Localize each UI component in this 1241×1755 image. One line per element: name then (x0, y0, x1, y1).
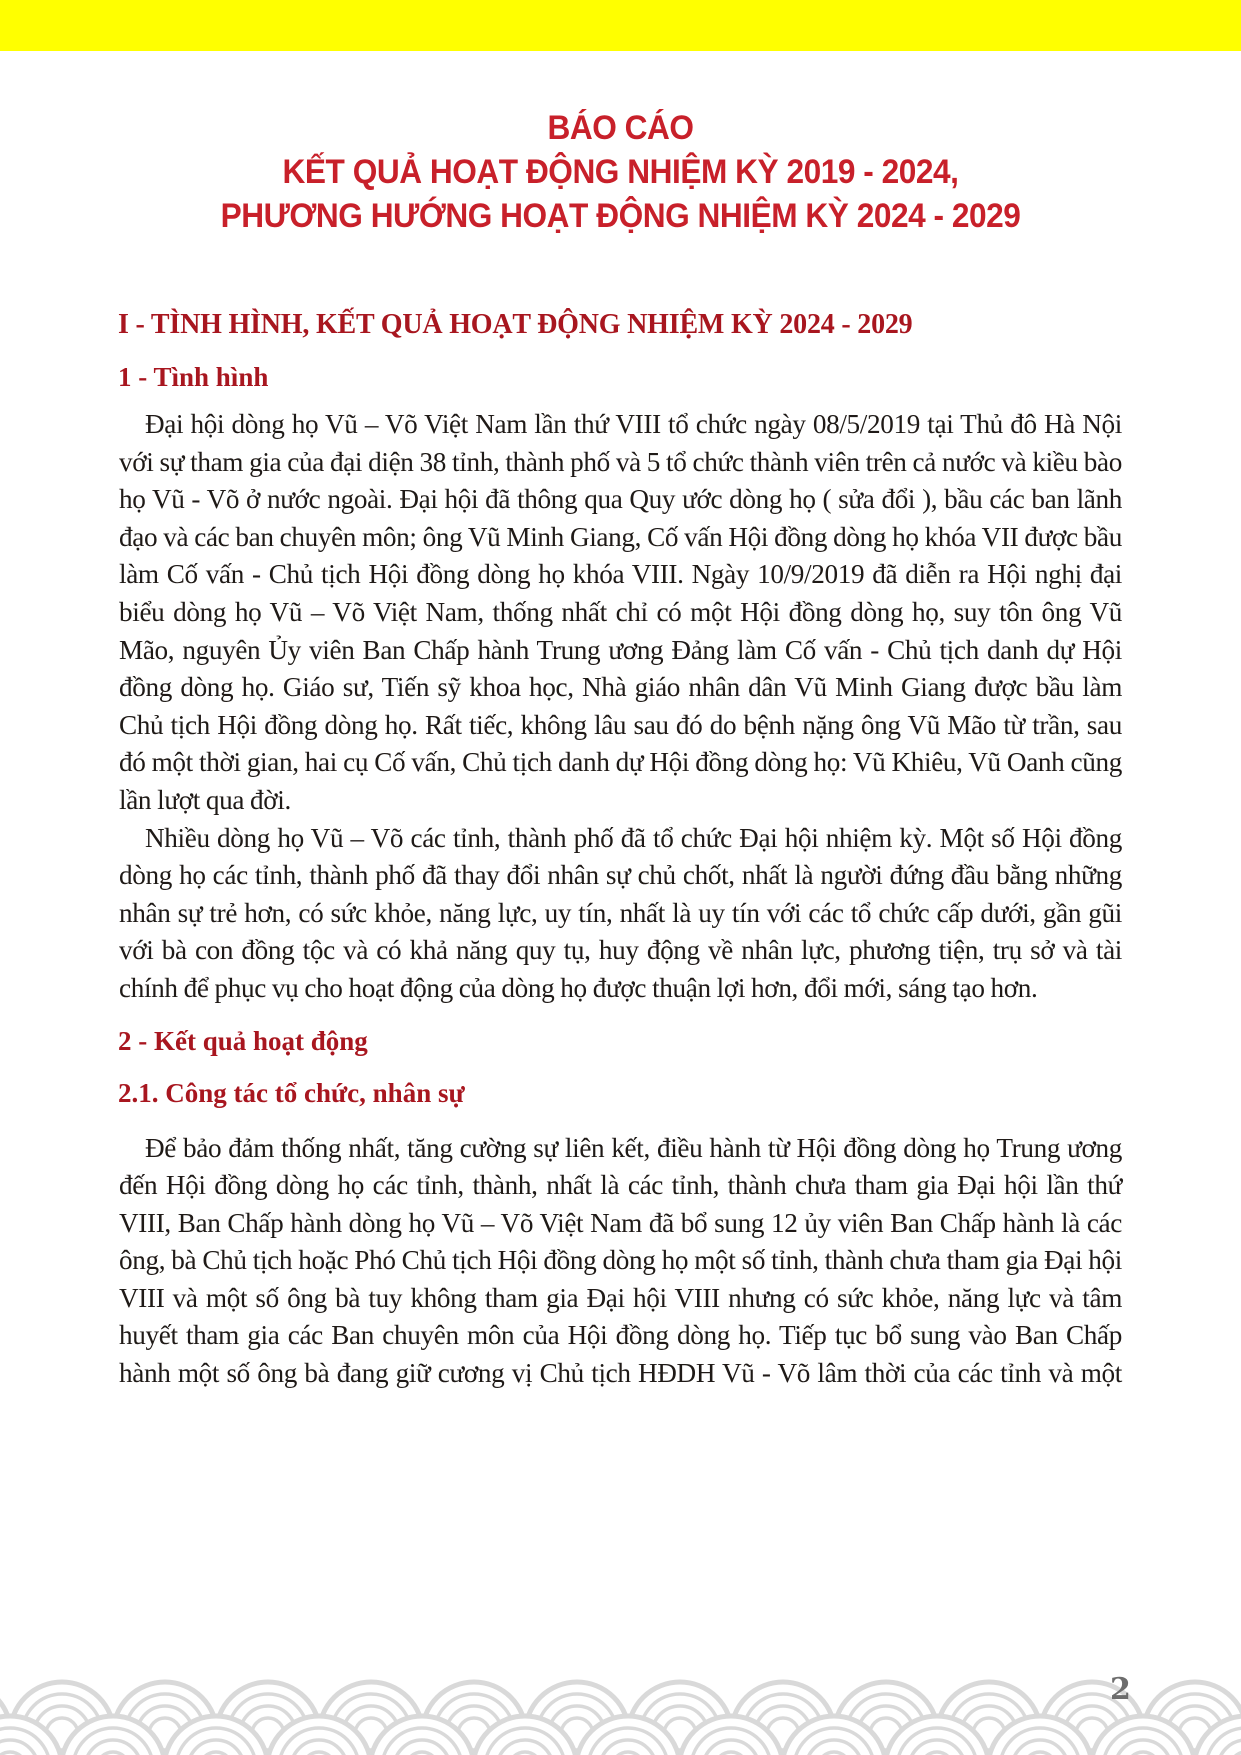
subsection-heading-2-1: 2.1. Công tác tổ chức, nhân sự (118, 1077, 465, 1108)
title-line-1: BÁO CÁO (547, 109, 694, 147)
page-number: 2 (1110, 1672, 1131, 1707)
title-line-2: KẾT QUẢ HOẠT ĐỘNG NHIỆM KỲ 2019 - 2024, (282, 153, 959, 191)
subsection-heading-2: 2 - Kết quả hoạt động (118, 1025, 368, 1056)
paragraph: Nhiều dòng họ Vũ – Võ các tỉnh, thành phố đã tổ chức Đại hội nhiệm kỳ. Một số Hội đồng dòng họ các tỉnh, thành phố đã thay đổi nhân sự chủ chốt, nhất là người đứng đầu bằng những nhân sự trẻ hơn, có sức khỏe, năng lực, uy tín, nhất là uy tín với các tổ chức cấp dưới, gần gũi với bà con đồng tộc và có khả năng quy tụ, huy động về nhân lực, phương tiện, trụ sở và tài chính để phục vụ cho hoạt động của dòng họ được thuận lợi hơn, đổi mới, sáng tạo hơn. (119, 822, 1122, 1003)
paragraph: Để bảo đảm thống nhất, tăng cường sự liên kết, điều hành từ Hội đồng dòng họ Trung ương đến Hội đồng dòng họ các tỉnh, thành, nhất là các tỉnh, thành chưa tham gia Đại hội lần thứ VIII, Ban Chấp hành dòng họ Vũ – Võ Việt Nam đã bổ sung 12 ủy viên Ban Chấp hành là các ông, bà Chủ tịch hoặc Phó Chủ tịch Hội đồng dòng họ một số tỉnh, thành chưa tham gia Đại hội VIII và một số ông bà tuy không tham gia Đại hội VIII nhưng có sức khỏe, năng lực và tâm huyết tham gia các Ban chuyên môn của Hội đồng dòng họ. Tiếp tục bổ sung vào Ban Chấp hành một số ông bà đang giữ cương vị Chủ tịch HĐDH Vũ - Võ lâm thời của các tỉnh và một (119, 1132, 1122, 1389)
top-yellow-band (0, 0, 1241, 51)
footer-wave-pattern (0, 1660, 1241, 1755)
report-title (43, 106, 1197, 238)
title-line-3: PHƯƠNG HƯỚNG HOẠT ĐỘNG NHIỆM KỲ 2024 - 2029 (220, 197, 1021, 235)
subsection-heading-1: 1 - Tình hình (118, 362, 269, 392)
document-body (119, 306, 1122, 1393)
paragraph: Đại hội dòng họ Vũ – Võ Việt Nam lần thứ VIII tổ chức ngày 08/5/2019 tại Thủ đô Hà Nội với sự tham gia của đại diện 38 tỉnh, thành phố và 5 tổ chức thành viên trên cả nước và kiều bào họ Vũ - Võ ở nước ngoài. Đại hội đã thông qua Quy ước dòng họ ( sửa đổi ), bầu các ban lãnh đạo và các ban chuyên môn; ông Vũ Minh Giang, Cố vấn Hội đồng dòng họ khóa VII được bầu làm Cố vấn - Chủ tịch Hội đồng dòng họ khóa VIII. Ngày 10/9/2019 đã diễn ra Hội nghị đại biểu dòng họ Vũ – Võ Việt Nam, thống nhất chỉ có một Hội đồng dòng họ, suy tôn ông Vũ Mão, nguyên Ủy viên Ban Chấp hành Trung ương Đảng làm Cố vấn - Chủ tịch danh dự Hội đồng dòng họ. Giáo sư, Tiến sỹ khoa học, Nhà giáo nhân dân Vũ Minh Giang được bầu làm Chủ tịch Hội đồng dòng họ. Rất tiếc, không lâu sau đó do bệnh nặng ông Vũ Mão từ trần, sau đó một thời gian, hai cụ Cố vấn, Chủ tịch danh dự Hội đồng dòng họ: Vũ Khiêu, Vũ Oanh cũng lần lượt qua đời. (119, 409, 1122, 815)
section-heading-1: I - TÌNH HÌNH, KẾT QUẢ HOẠT ĐỘNG NHIỆM KỲ 2024 - 2029 (118, 309, 913, 340)
